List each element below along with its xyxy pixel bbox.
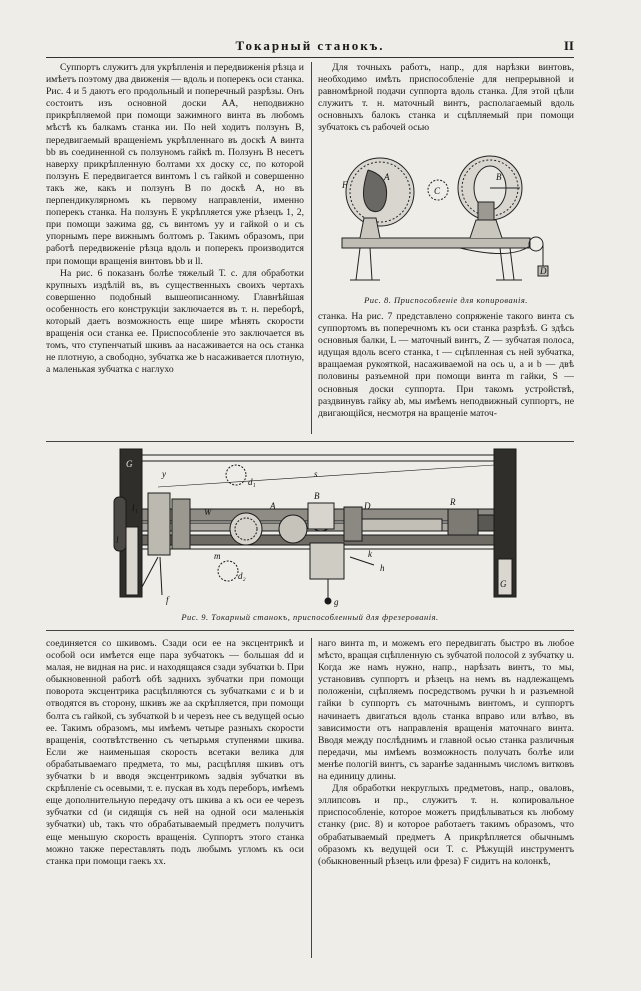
fig9-label: W: [204, 507, 212, 517]
paragraph: соединяется со шкивомъ. Сзади оси ee на эксцентрикѣ и особой оси имѣется еще пара зубчатокъ — большая dd и малая, не видная на рис. и находящаяся сзади зубчатки b. При обыкновенной работѣ обѣ заднихъ зубчатки при помощи поворота эксцентрика расцѣпляются съ зубчатками c и b и отводятся въ сторону, шкивъ же aa скрѣпляется, при помощи болта съ гайкой, съ зубчаткой b и черезъ нее съ ведущей осью ee. Такимъ образомъ, мы имѣемъ четыре разныхъ скорости вращенія, соотвѣтственно съ четырьмя ступенями шкива. Если же наименьшая скорость всетаки велика для обрабатываемаго предмета, то мы, расцѣпляя шкивъ отъ зубчатки b и вводя эксцентрикомъ задвія зубчатки въ скрѣпленіе съ осевыми, т. е. пуская въ ходъ переборъ, имѣемъ еще дополнительную передачу отъ шкива a къ оси ee черезъ зубчатки cd (и сидящія съ ней на одной оси маленькія зубчатки) ub, такъ что обрабатываемый предметъ получитъ еще меньшую скорость вращенія. Суппортъ этого станка можно также переставлять подъ любымъ угломъ къ оси станка при помощи гаекъ xx.: [46, 638, 304, 867]
fig8-label: B: [496, 172, 502, 182]
fig9-label: G: [500, 579, 507, 589]
section-divider: [46, 630, 574, 631]
paragraph: наго винта m, и можемъ его передвигать быстро въ любое мѣсто, вращая сцѣпленную съ зубчатой полосой z зубчатку u. Когда же намъ нужно, напр., нарѣзать винтъ, то мы, установивъ суппортъ и рѣзецъ на немъ въ надлежащемъ положеніи, сцѣпляемъ посредствомъ ручки h и разъемной гайки b суппортъ съ маточнымъ винтомъ, и суппортъ начинаетъ двигаться вдоль станка вправо или влѣво, въ зависимости отъ направленія вращенія маточнаго винта. Вводя между послѣднимъ и главной осью станка различныя передачи, мы имѣемъ возможность получать болѣе или менѣе пологій винтъ, съ заранѣе заданнымъ числомъ витковъ на единицу длины.: [318, 638, 574, 783]
page-header: [46, 38, 574, 56]
fig8-label: D: [540, 266, 547, 276]
header-rule: [46, 57, 574, 58]
paragraph: Для обработки некруглыхъ предметовъ, напр., оваловъ, эллипсовъ и пр., служитъ т. н. копировальное приспособленіе, которое можетъ придѣлываться къ любому станку (рис. 8) и которое работаетъ такимъ образомъ, что обрабатываемый предметъ A прикрѣпляется обычнымъ образомъ къ ведущей оси Т. с. Рѣжущій инструментъ (обыкновенный рѣзецъ или фреза) F сидитъ на колонкѣ,: [318, 783, 574, 867]
fig9-label: D: [364, 501, 371, 511]
fig9-label: k: [368, 549, 372, 559]
figure-8-copying-device: [330, 140, 558, 295]
upper-right-bottom-column: [318, 311, 574, 435]
fig9-label: m: [214, 551, 221, 561]
paragraph: Для точныхъ работъ, напр., для нарѣзки винтовъ, необходимо имѣть приспособленіе для непрерывной и равномѣрной подачи суппорта вдоль станка. Для этой цѣли служитъ т. н. маточный винтъ, располагаемый вдоль основныхъ балокъ станка и сцѣпляемый при помощи зубчатокъ съ рабочей осью: [318, 62, 574, 134]
fig9-label: y: [162, 469, 166, 479]
fig9-label: A: [270, 501, 276, 511]
fig8-label: F: [342, 180, 348, 190]
column-divider: [311, 638, 312, 958]
fig9-label: d₂: [238, 571, 246, 581]
figure-8-caption: Рис. 8. Приспособленіе для копированія.: [364, 295, 528, 305]
upper-left-column: [46, 62, 304, 434]
fig8-label: A: [384, 172, 390, 182]
fig8-label: C: [434, 186, 441, 196]
upper-right-top-column: [318, 62, 574, 142]
fig9-label: f: [166, 595, 169, 605]
fig9-label: h: [380, 563, 385, 573]
fig9-label: l: [116, 535, 119, 545]
figure-9-caption: Рис. 9. Токарный станокъ, приспособленный для фрезерованія.: [181, 612, 439, 622]
figure-9-milling-lathe: [118, 447, 524, 607]
paragraph: На рис. 6 показанъ болѣе тяжелый Т. с. для обработки крупныхъ издѣлій въ, въ существенныхъ своихъ чертахъ совершенно подобный вышеописанному. Главнѣйшая особенность его конструкціи заключается въ т. н. переборѣ, который даетъ возможность еще шире мѣнять скорости вращенія оси станка ee. Приспособленіе это заключается въ томъ, что ступенчатый шкивъ aa насаживается на ось станка не плотную, а свободно, зубчатка же b насаживается плотную, а маленькая зубчатка c наглухо: [46, 267, 304, 376]
page-number: II: [563, 38, 574, 53]
running-title: Токарный станокъ.: [235, 38, 385, 53]
column-divider: [311, 62, 312, 434]
fig9-label: s: [314, 469, 318, 479]
lower-left-column: [46, 638, 304, 958]
fig9-label: B: [314, 491, 320, 501]
fig9-label: l₁: [132, 503, 138, 513]
fig9-label: g: [334, 597, 339, 607]
fig9-label: d₁: [248, 477, 256, 487]
fig9-label: G: [126, 459, 133, 469]
section-divider: [46, 441, 574, 442]
fig9-label: R: [450, 497, 456, 507]
lower-right-column: [318, 638, 574, 958]
paragraph: Суппортъ служитъ для укрѣпленія и передвиженія рѣзца и имѣетъ поэтому два движенія — вдоль и поперекъ оси станка. Рис. 4 и 5 даютъ его продольный и поперечный разрѣзы. Онъ состоитъ изъ основной доски AA, неподвижно прикрѣпляемой при помощи зажимного винта въ любомъ мѣстѣ къ балкамъ станка ии. По ней ходитъ ползунъ B, передвигаемый вращеніемъ укрѣпленнаго въ доскѣ A винта bb въ соединенной съ ползуномъ гайкѣ m. Ползунъ B несетъ наверху прикрѣпленную болтами xx доску cc, по которой ползунъ E передвигается винтомъ l съ гайкой и совершенно такъ же, какъ и ползунъ B по доскѣ A, но въ перпендикулярномъ къ первому направленіи, именно поперекъ станка. На ползунъ E укрѣпляется уже рѣзецъ 1, 2, при помощи зажима gg, съ винтомъ yy и гайкой o и съ упорнымъ пере вижнымъ болтомъ p. Такимъ образомъ, при работѣ передвиженіе рѣзца вдоль и поперекъ производится при помощи вращенія винтовъ bb и ll.: [46, 62, 304, 267]
paragraph: станка. На рис. 7 представлено сопряженіе такого винта съ суппортомъ въ поперечномъ къ оси станка разрѣзѣ. G здѣсь основныя балки, L — маточный винтъ, Z — зубчатая полоса, идущая вдоль всего станка, t — сцѣпленная съ ней зубчатка, вращаемая рукояткой, насаживаемой на ось u, a и b — двѣ половины разъемной при помощи винта m гайки, S — основныя доски суппорта. При такомъ устройствѣ, раздвинувъ гайку ab, мы имѣемъ неподвижный суппортъ, не двигающійся, несмотря на вращеніе маточ-: [318, 311, 574, 419]
